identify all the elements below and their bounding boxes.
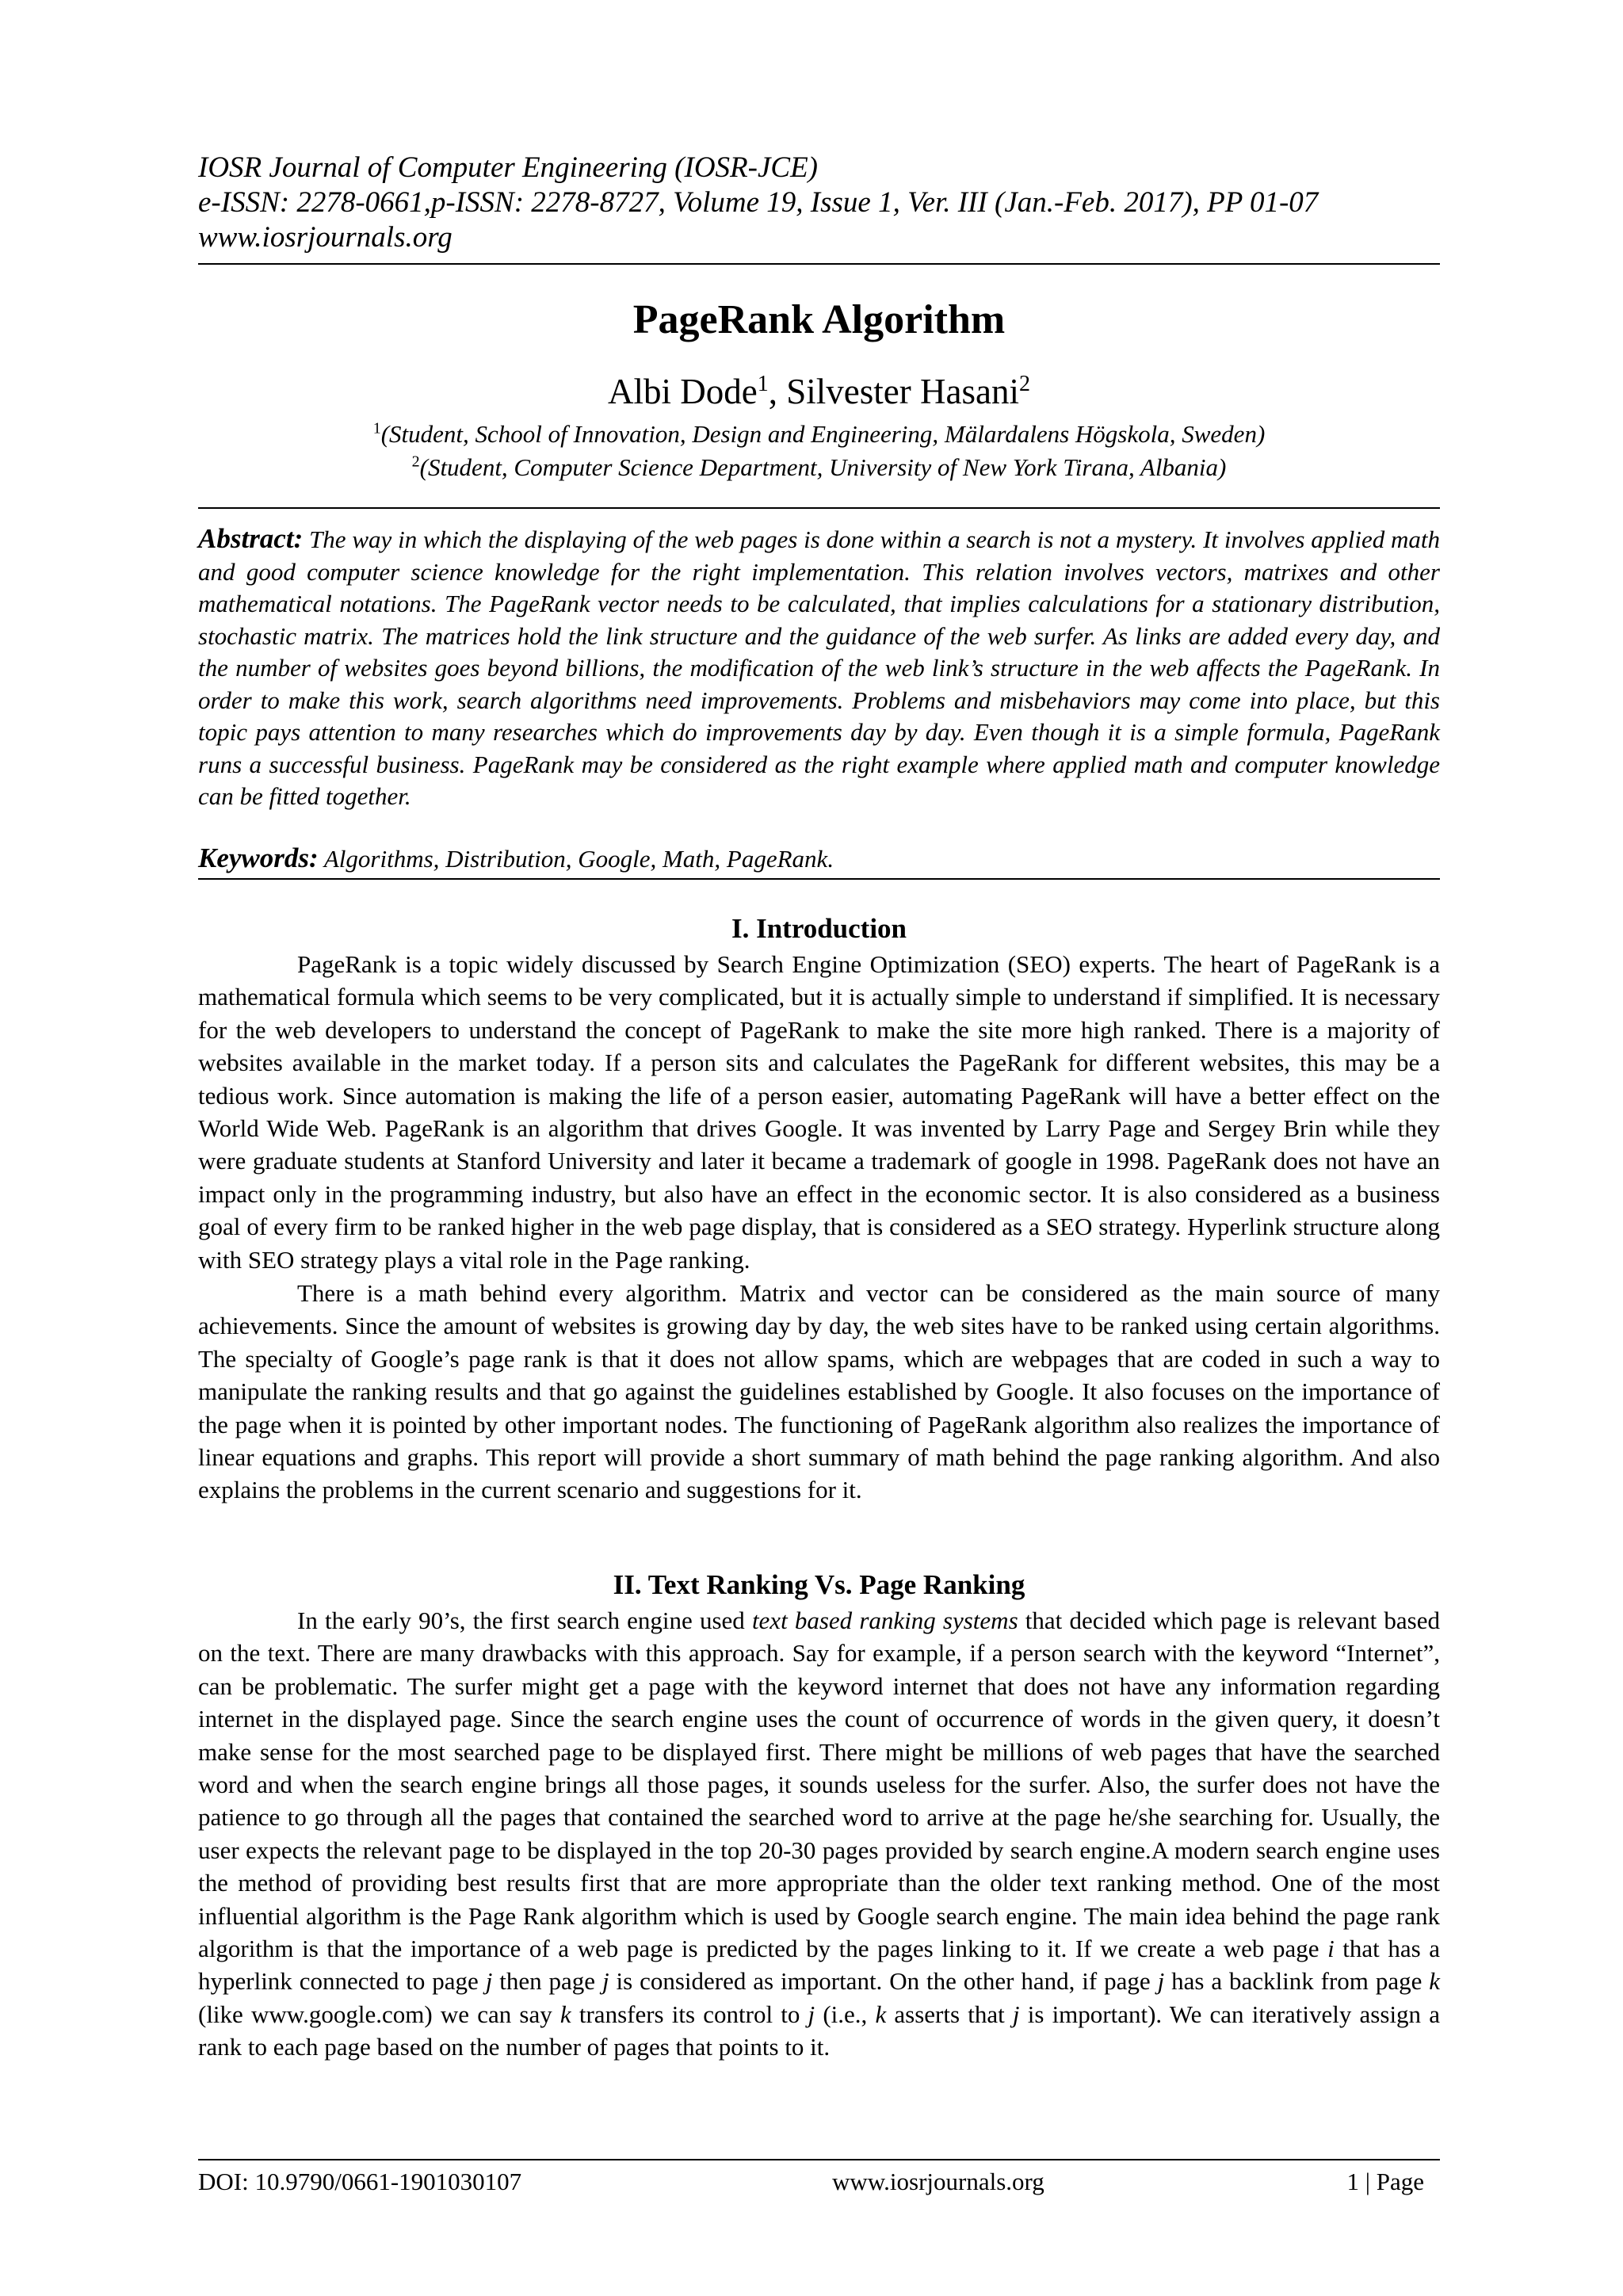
author-list: Albi Dode$^1$, Silvester Hasani$^2$	[608, 372, 1030, 411]
math-variable: j	[485, 1967, 493, 1996]
journal-name: IOSR Journal of Computer Engineering (IOSR-JCE)	[198, 151, 818, 184]
affiliation-2	[198, 452, 1440, 483]
math-variable: j	[601, 1967, 609, 1996]
paragraph-run: (like www.google.com) we can say	[198, 2000, 560, 2028]
emphasis-run: text based ranking systems	[751, 1606, 1018, 1634]
math-variable: j	[1157, 1967, 1165, 1996]
abstract-bottom-rule	[198, 878, 1440, 880]
section-heading-text-ranking: II. Text Ranking Vs. Page Ranking	[613, 1569, 1025, 1600]
math-variable: i	[1327, 1935, 1335, 1963]
paragraph-run: has a backlink from page	[1164, 1967, 1430, 1996]
math-variable: j	[1012, 2000, 1020, 2028]
journal-website: www.iosrjournals.org	[198, 221, 453, 254]
text-ranking-paragraph-1	[198, 1604, 1440, 2064]
keywords-label: Keywords:	[198, 842, 319, 873]
affiliation-sup: 1	[372, 419, 381, 437]
journal-header	[198, 151, 1440, 255]
paragraph-run: asserts that	[886, 2000, 1013, 2028]
paragraph-run: In the early 90’s, the first search engine used	[297, 1606, 752, 1634]
author-sup: 2	[1018, 372, 1030, 396]
keywords	[198, 842, 1440, 875]
footer-divider	[198, 2159, 1440, 2160]
author-name: Albi Dode	[608, 372, 758, 411]
abstract-text: The way in which the displaying of the web pages is done within a search is not a mystery. It involves applied math and good computer science knowledge for the right implementation. This relation involves vectors, matrixes and other mathematical notations. The PageRank vector needs to be calculated, that implies calculations for a stationary distribution, stochastic matrix. The matrices hold the link structure and the guidance of the web surfer. As links are added every day, and the number of websites goes beyond billions, the modification of the web link’s structure in the web affects the PageRank. In order to make this work, search algorithms need improvements. Problems and misbehaviors may come into place, but this topic pays attention to many researches which do improvements day by day. Even though it is a simple formula, PageRank runs a successful business. PageRank may be considered as the right example where applied math and computer knowledge can be fitted together.	[198, 525, 1441, 810]
intro-paragraph-2: There is a math behind every algorithm. Matrix and vector can be considered as the main source of many achievements. Since the amount of websites is growing day by day, the web sites have to be ranked using certain algorithms. The specialty of Google’s page rank is that it does not allow spams, which are webpages that are coded in such a way to manipulate the ranking results and that go against the guidelines established by Google. It also focuses on the importance of the page when it is pointed by other important nodes. The functioning of PageRank algorithm also realizes the importance of linear equations and graphs. This report will provide a short summary of math behind the page ranking algorithm. And also explains the problems in the current scenario and suggestions for it.	[198, 1279, 1440, 1504]
affiliation-text: (Student, School of Innovation, Design and Engineering, Mälardalens Högskola, Sweden)	[380, 420, 1266, 448]
header-divider	[198, 263, 1440, 265]
affiliation-1	[198, 418, 1440, 450]
affiliation-sup: 2	[411, 453, 420, 471]
paragraph-run: that has a hyperlink connected to page	[198, 1935, 1440, 1996]
author-name: Silvester Hasani	[786, 372, 1019, 411]
section-heading-introduction: I. Introduction	[731, 913, 907, 944]
math-variable: j	[808, 2000, 815, 2028]
paragraph-run: is important). We can iteratively assign a rank to each page based on the number of pages that points to it.	[198, 2000, 1440, 2061]
paper-title: PageRank Algorithm	[632, 297, 1006, 342]
keywords-text: Algorithms, Distribution, Google, Math, PageRank.	[323, 845, 834, 873]
abstract	[198, 523, 1440, 813]
intro-paragraph-1: PageRank is a topic widely discussed by Search Engine Optimization (SEO) experts. The heart of PageRank is a mathematical formula which seems to be very complicated, but it is actually simple to understand if simplified. It is necessary for the web developers to understand the concept of PageRank to make the site more high ranked. There is a majority of websites available in the market today. If a person sits and calculates the PageRank for different websites, this may be a tedious work. Since automation is making the life of a person easier, automating PageRank will have a better effect on the World Wide Web. PageRank is an algorithm that drives Google. It was invented by Larry Page and Sergey Brin while they were graduate students at Stanford University and later it became a trademark of google in 1998. PageRank does not have an impact only in the programming industry, but also have an effect in the economic sector. It is also considered as a business goal of every firm to be ranked higher in the web page display, that is considered as a SEO strategy. Hyperlink structure along with SEO strategy plays a vital role in the Page ranking.	[198, 950, 1440, 1274]
affiliation-text: (Student, Computer Science Department, University of New York Tirana, Albania)	[419, 453, 1227, 481]
footer-page-number: 1 | Page	[1346, 2168, 1424, 2195]
journal-issn-line: e-ISSN: 2278-0661,p-ISSN: 2278-8727, Volume 19, Issue 1, Ver. III (Jan.-Feb. 2017), PP 01-07	[198, 186, 1319, 219]
math-variable: k	[1429, 1967, 1441, 1996]
math-variable: k	[875, 2000, 887, 2028]
math-variable: k	[559, 2000, 571, 2028]
footer-doi: DOI: 10.9790/0661-1901030107	[198, 2168, 522, 2195]
paragraph-run: then page	[492, 1967, 602, 1996]
footer-website: www.iosrjournals.org	[832, 2168, 1044, 2195]
paragraph-run: that decided which page is relevant based on the text. There are many drawbacks with this approach. Say for example, if a person search with the keyword “Internet”, can be problematic. The surfer might get a page with the keyword internet that does not have any information regarding internet in the displayed page. Since the search engine uses the count of occurrence of words in the given query, it doesn’t make sense for the most searched page to be displayed first. There might be millions of web pages that have the searched word and when the search engine brings all those pages, it sounds useless for the surfer. Also, the surfer does not have the patience to go through all the pages that contained the searched word to arrive at the page he/she searching for. Usually, the user expects the relevant page to be displayed in the top 20-30 pages provided by search engine.A modern search engine uses the method of providing best results first that are more appropriate than the older text ranking method. One of the most influential algorithm is the Page Rank algorithm which is used by Google search engine. The main idea behind the page rank algorithm is that the importance of a web page is predicted by the pages linking to it. If we create a web page	[198, 1606, 1440, 1963]
paragraph-run: transfers its control to	[571, 2000, 808, 2028]
author-sup: 1	[757, 372, 769, 396]
paragraph-run: (i.e.,	[815, 2000, 876, 2028]
abstract-label: Abstract:	[198, 523, 304, 554]
paragraph-run: is considered as important. On the other hand, if page	[609, 1967, 1158, 1996]
abstract-top-rule	[198, 507, 1440, 509]
